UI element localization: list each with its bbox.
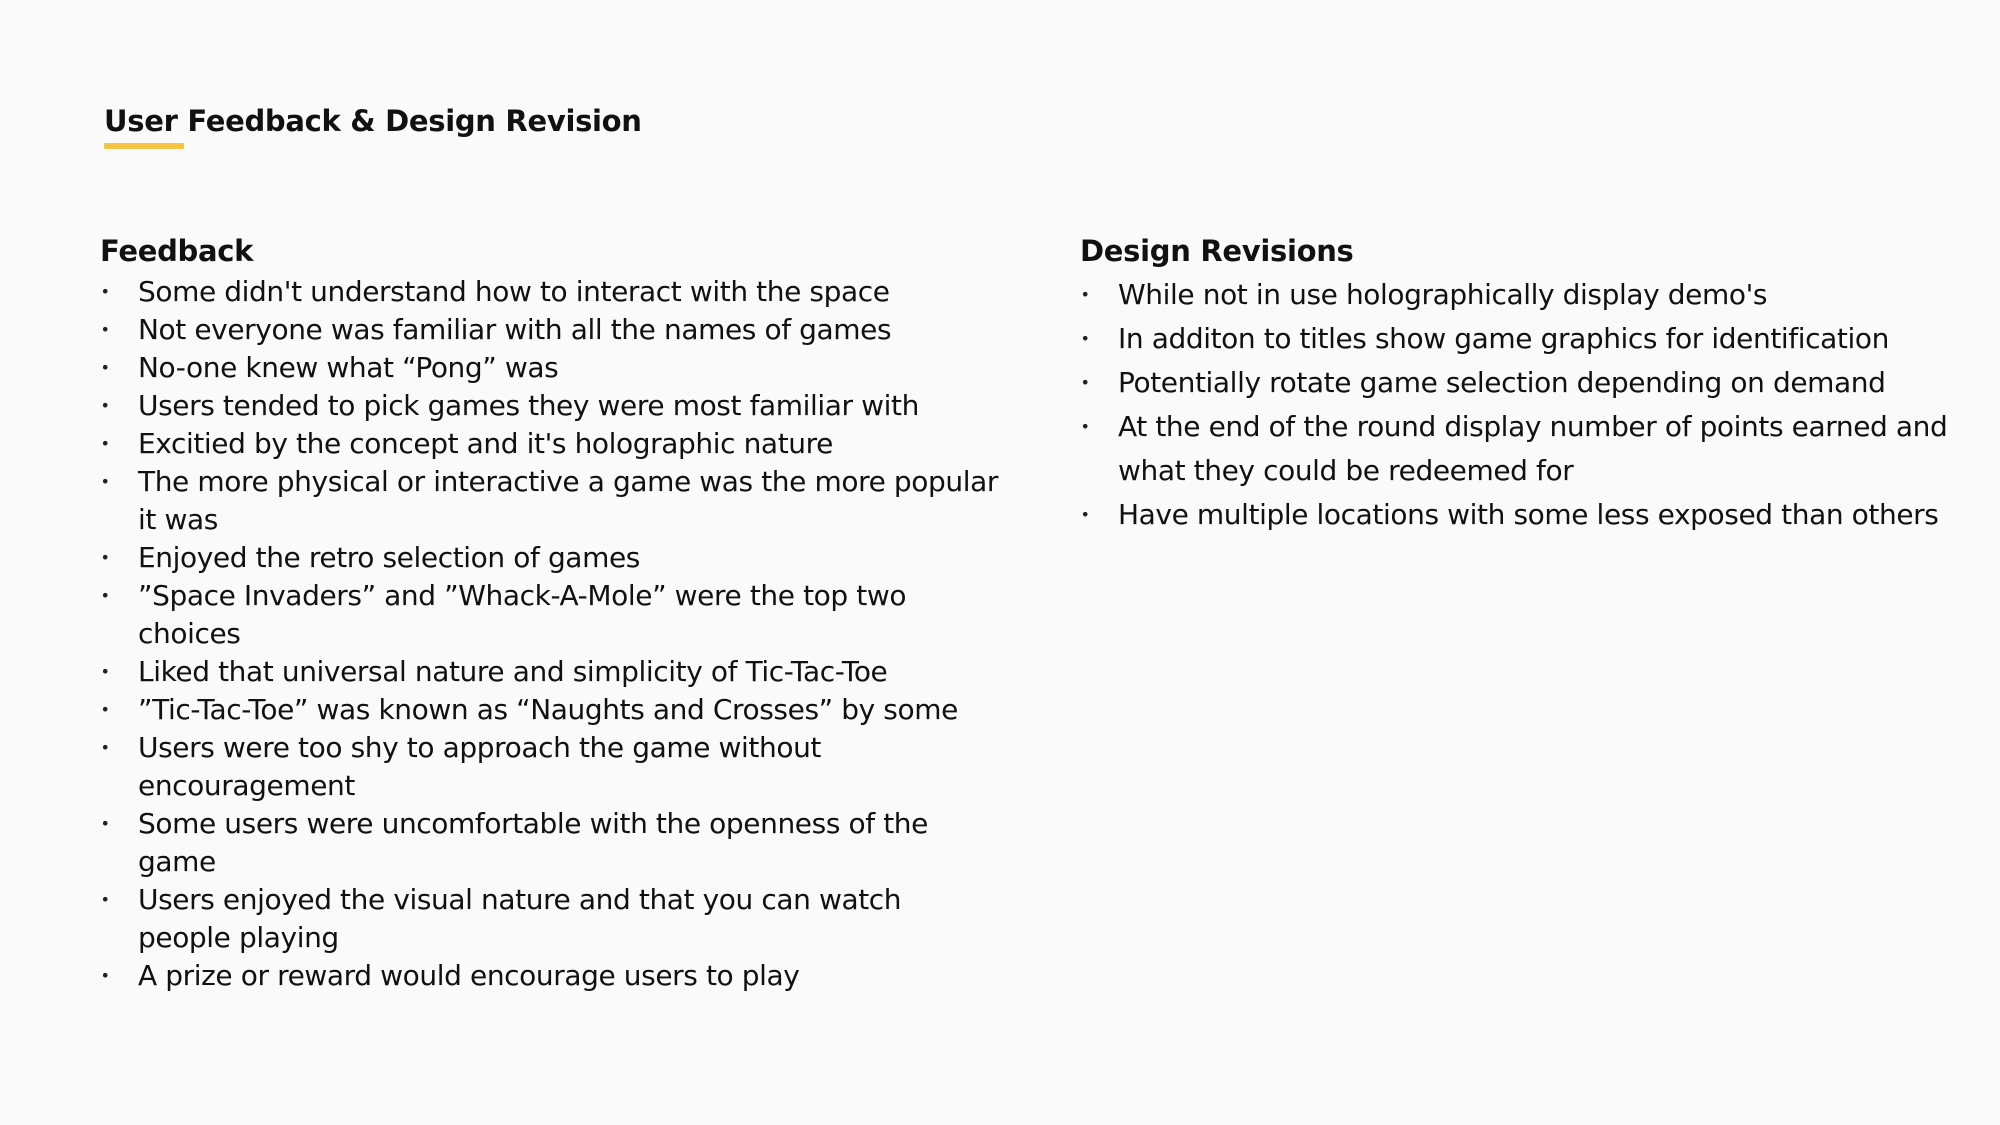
title-underline bbox=[104, 143, 184, 149]
bullet-dot-icon: • bbox=[100, 586, 110, 605]
bullet-dot-icon: • bbox=[1080, 329, 1090, 348]
bullet-dot-icon: • bbox=[100, 700, 110, 719]
bullet-dot-icon: • bbox=[1080, 505, 1090, 524]
list-item-text: Excitied by the concept and it's holographic nature bbox=[138, 427, 833, 460]
bullet-dot-icon: • bbox=[1080, 285, 1090, 304]
list-item-text: No-one knew what “Pong” was bbox=[138, 351, 559, 384]
list-item bbox=[1080, 317, 1960, 361]
list-item bbox=[100, 805, 1000, 881]
list-item bbox=[100, 957, 1000, 995]
bullet-dot-icon: • bbox=[100, 434, 110, 453]
bullet-dot-icon: • bbox=[100, 396, 110, 415]
feedback-column bbox=[100, 229, 1000, 995]
list-item-text: ”Space Invaders” and ”Whack-A-Mole” were the top two choices bbox=[138, 579, 907, 650]
bullet-dot-icon: • bbox=[100, 472, 110, 491]
list-item-text: In additon to titles show game graphics for identification bbox=[1118, 322, 1889, 355]
list-item-text: While not in use holographically display demo's bbox=[1118, 278, 1768, 311]
bullet-dot-icon: • bbox=[100, 890, 110, 909]
list-item bbox=[1080, 493, 1960, 537]
list-item bbox=[100, 691, 1000, 729]
list-item bbox=[100, 349, 1000, 387]
list-item bbox=[100, 273, 1000, 311]
list-item-text: The more physical or interactive a game was the more popular it was bbox=[138, 465, 998, 536]
bullet-dot-icon: • bbox=[100, 966, 110, 985]
list-item bbox=[1080, 273, 1960, 317]
list-item bbox=[1080, 361, 1960, 405]
list-item-text: Enjoyed the retro selection of games bbox=[138, 541, 640, 574]
bullet-dot-icon: • bbox=[100, 814, 110, 833]
bullet-dot-icon: • bbox=[100, 662, 110, 681]
list-item-text: Have multiple locations with some less exposed than others bbox=[1118, 498, 1939, 531]
list-item bbox=[100, 311, 1000, 349]
design-revisions-list bbox=[1080, 273, 1960, 537]
list-item-text: Some users were uncomfortable with the openness of the game bbox=[138, 807, 928, 878]
bullet-dot-icon: • bbox=[100, 738, 110, 757]
list-item-text: Users tended to pick games they were most familiar with bbox=[138, 389, 919, 422]
bullet-dot-icon: • bbox=[100, 358, 110, 377]
list-item-text: Users were too shy to approach the game without encouragement bbox=[138, 731, 821, 802]
feedback-list bbox=[100, 273, 1000, 995]
bullet-dot-icon: • bbox=[1080, 417, 1090, 436]
list-item-text: A prize or reward would encourage users to play bbox=[138, 959, 800, 992]
list-item-text: At the end of the round display number of points earned and what they could be redeemed for bbox=[1118, 410, 1948, 487]
list-item-text: Users enjoyed the visual nature and that you can watch people playing bbox=[138, 883, 902, 954]
bullet-dot-icon: • bbox=[100, 320, 110, 339]
list-item-text: Not everyone was familiar with all the names of games bbox=[138, 313, 892, 346]
bullet-dot-icon: • bbox=[100, 548, 110, 567]
list-item bbox=[100, 653, 1000, 691]
slide-title: User Feedback & Design Revision bbox=[104, 104, 642, 138]
design-revisions-column bbox=[1080, 229, 1960, 537]
bullet-dot-icon: • bbox=[1080, 373, 1090, 392]
list-item-text: ”Tic-Tac-Toe” was known as “Naughts and Crosses” by some bbox=[138, 693, 958, 726]
list-item-text: Liked that universal nature and simplicity of Tic-Tac-Toe bbox=[138, 655, 888, 688]
design-revisions-heading: Design Revisions bbox=[1080, 234, 1354, 268]
list-item bbox=[100, 463, 1000, 539]
list-item bbox=[100, 387, 1000, 425]
list-item-text: Potentially rotate game selection depending on demand bbox=[1118, 366, 1886, 399]
list-item bbox=[100, 881, 1000, 957]
list-item bbox=[100, 539, 1000, 577]
list-item bbox=[1080, 405, 1960, 493]
list-item bbox=[100, 425, 1000, 463]
list-item bbox=[100, 577, 1000, 653]
list-item bbox=[100, 729, 1000, 805]
feedback-heading: Feedback bbox=[100, 234, 254, 268]
bullet-dot-icon: • bbox=[100, 282, 110, 301]
list-item-text: Some didn't understand how to interact with the space bbox=[138, 275, 890, 308]
